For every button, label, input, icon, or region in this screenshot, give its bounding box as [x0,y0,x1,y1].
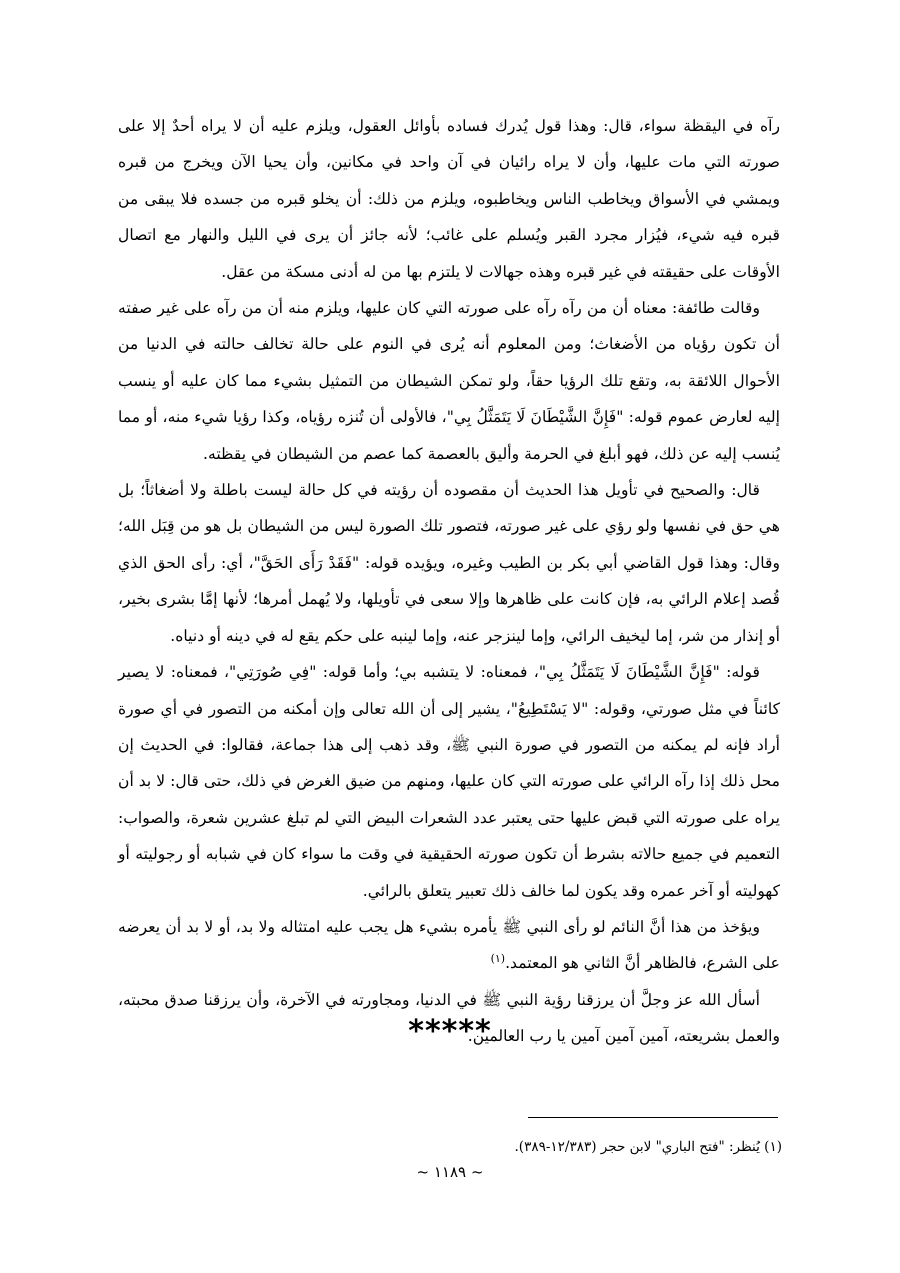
footnote-reference[interactable]: (١) [490,952,506,966]
paragraph-4: قوله: "فَإِنَّ الشَّيْطَانَ لَا يَتَمَثَّلُ بِي"، فمعناه: لا يتشبه بي؛ وأما قوله: "فِي صُورَتِي"، فمعناه: لا يصير كائناً في مثل صورتي، وقوله: "لا يَسْتَطِيعُ"، يشير إلى أن الله تعالى وإن أمكنه من التصور في أي صورة أراد فإنه لم يمكنه من التصور في صورة النبي ﷺ، وقد ذهب إلى هذا جماعة، فقالوا: في الحديث إن محل ذلك إذا رآه الرائي على صورته التي كان عليها، ومنهم من ضيق الغرض في ذلك، حتى قال: لا بد أن يراه على صورته التي قبض عليها حتى يعتبر عدد الشعرات البيض التي لم تبلغ عشرين شعرة، والصواب: التعميم في جميع حالاته بشرط أن تكون صورته الحقيقية في وقت ما سواء كان في شبابه أو رجوليته أو كهوليته أو آخر عمره وقد يكون لما خالف ذلك تعبير يتعلق بالرائي. [118,663,780,900]
paragraph-1: رآه في اليقظة سواء، قال: وهذا قول يُدرك فساده بأوائل العقول، ويلزم عليه أن لا يراه أحدٌ إلا على صورته التي مات عليها، وأن لا يراه رائيان في آن واحد في مكانين، وأن يحيا الآن ويخرج من قبره ويمشي في الأسواق ويخاطب الناس ويخاطبوه، ويلزم من ذلك: أن يخلو قبره من جسده فلا يبقى من قبره فيه شيء، فيُزار مجرد القبر ويُسلم على غائب؛ لأنه جائز أن يرى في الليل والنهار مع اتصال الأوقات على حقيقته في غير قبره وهذه جهالات لا يلتزم بها من له أدنى مسكة من عقل. [118,117,780,281]
main-text [118,108,780,1055]
paragraph-3: قال: والصحيح في تأويل هذا الحديث أن مقصوده أن رؤيته في كل حالة ليست باطلة ولا أضغاثاً؛ بل هي حق في نفسها ولو رؤي على غير صورته، فتصور تلك الصورة ليس من الشيطان بل هو من قِبَل الله؛ وقال: وهذا قول القاضي أبي بكر بن الطيب وغيره، ويؤيده قوله: "فَقَدْ رَأَى الحَقَّ"، أي: رأى الحق الذي قُصد إعلام الرائي به، فإن كانت على ظاهرها وإلا سعى في تأويلها، ولا يُهمل أمرها؛ لأنها إمَّا بشرى بخير، أو إنذار من شر، إما ليخيف الرائي، وإما لينزجر عنه، وإما لينبه على حكم يقع له في دينه أو دنياه. [118,481,780,645]
paragraph-6: أسأل الله عز وجلَّ أن يرزقنا رؤية النبي ﷺ في الدنيا، ومجاورته في الآخرة، وأن يرزقنا صدق محبته، والعمل بشريعته، آمين آمين آمين يا رب العالمين. [118,990,780,1046]
paragraph-2: وقالت طائفة: معناه أن من رآه رآه على صورته التي كان عليها، ويلزم منه أن من رآه على غير صفته أن تكون رؤياه من الأضغاث؛ ومن المعلوم أنه يُرى في النوم على حالة تخالف حالته في الدنيا من الأحوال اللائقة به، وتقع تلك الرؤيا حقاً، ولو تمكن الشيطان من التمثيل بشيء مما كان عليه أو ينسب إليه لعارض عموم قوله: "فَإِنَّ الشَّيْطَانَ لَا يَتَمَثَّلُ بِي"، فالأولى أن تُنزه رؤياه، وكذا رؤيا شيء منه، أو مما يُنسب إليه عن ذلك، فهو أبلغ في الحرمة وأليق بالعصمة كما عصم من الشيطان في يقظته. [118,299,780,463]
paragraph-5 [118,909,780,982]
page-number: ~ ١١٨٩ ~ [416,1163,484,1181]
footnote: (١) يُنظر: "فتح الباري" لابن حجر (١٢/٣٨٣-٣٨٩). [514,1139,782,1155]
section-separator: ***** [408,1014,492,1049]
footnote-divider [528,1117,778,1118]
paragraph-5-text: ويؤخذ من هذا أنَّ النائم لو رأى النبي ﷺ يأمره بشيء هل يجب عليه امتثاله ولا بد، أو لا بد أن يعرضه على الشرع، فالظاهر أنَّ الثاني هو المعتمد. [118,917,780,973]
